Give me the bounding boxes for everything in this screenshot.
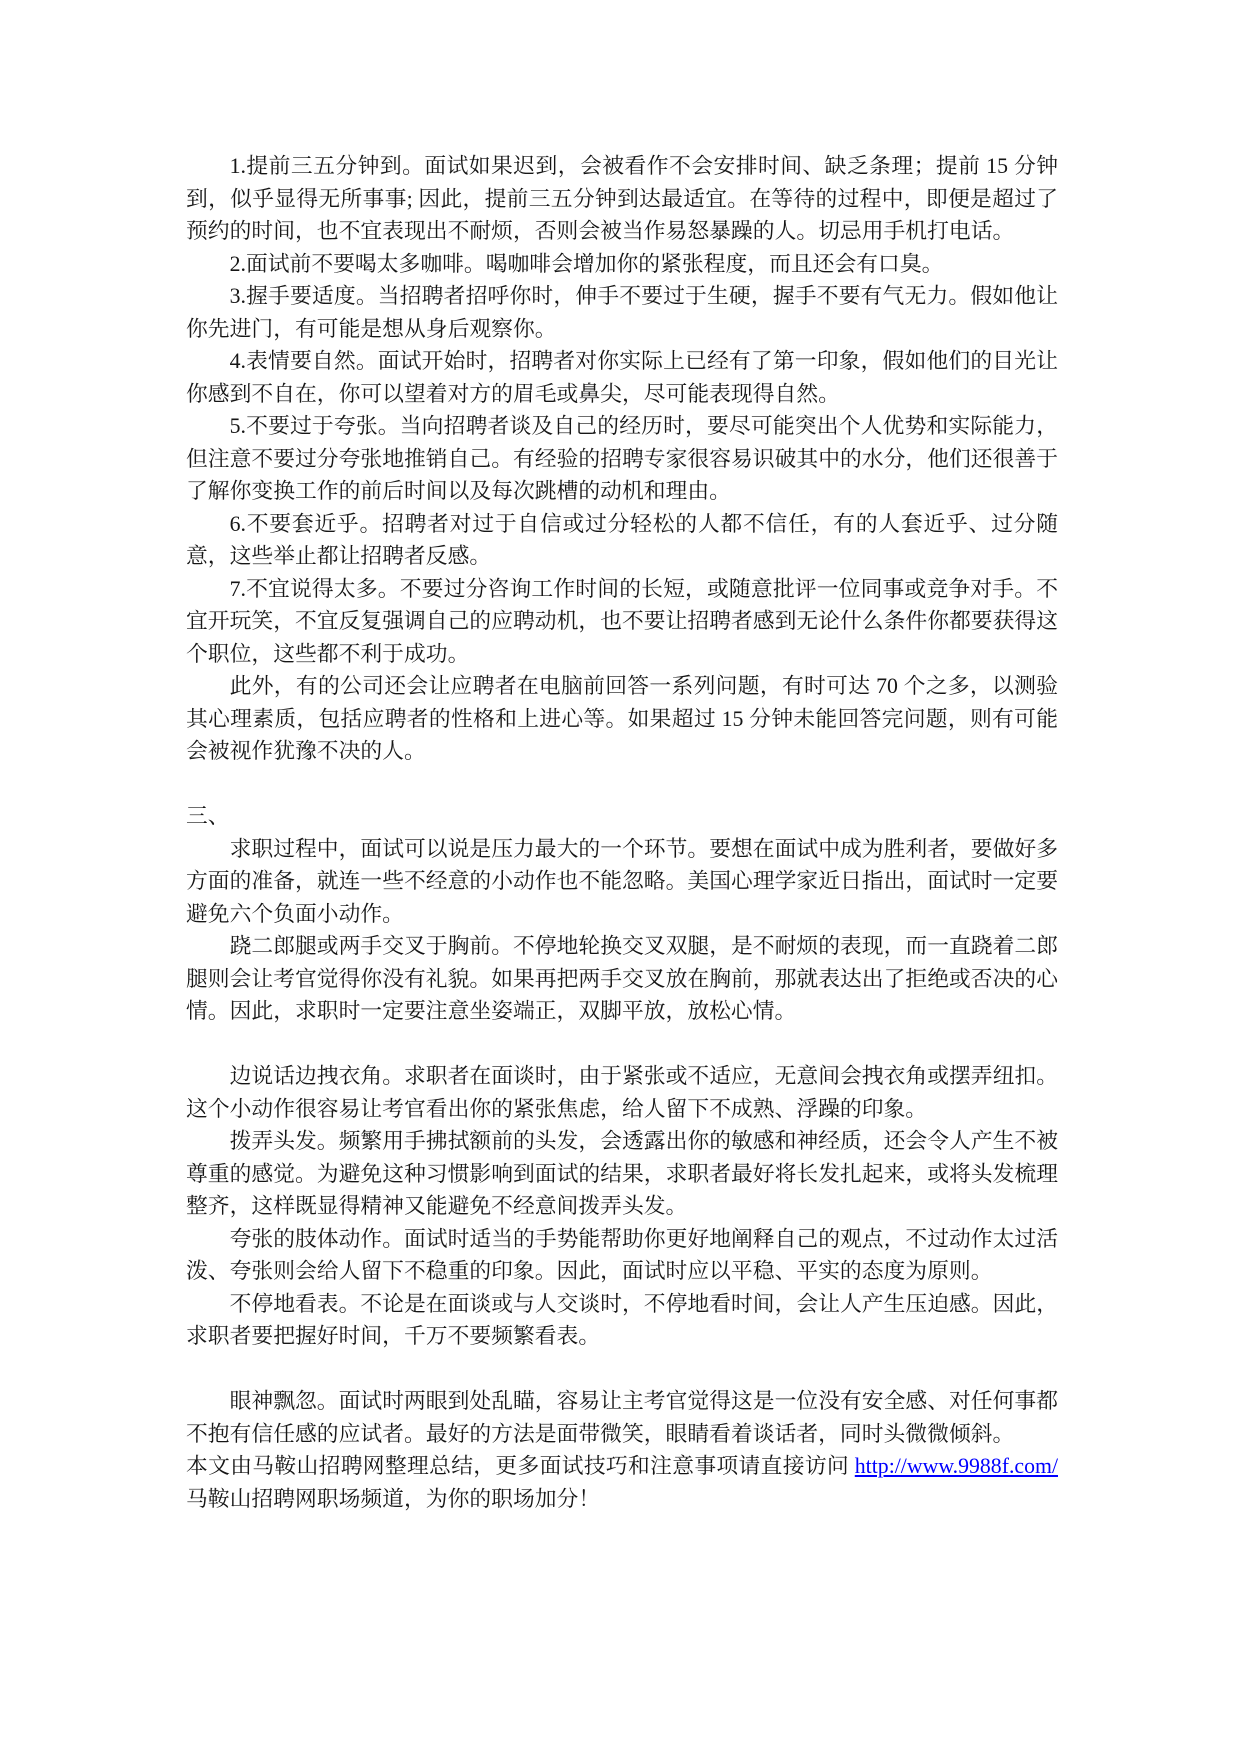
footer-text-before-link: 本文由马鞍山招聘网整理总结，更多面试技巧和注意事项请直接访问 bbox=[186, 1454, 855, 1478]
document-content bbox=[186, 150, 1058, 1515]
paragraph-exaggerated-gestures: 夸张的肢体动作。面试时适当的手势能帮助你更好地阐释自己的观点，不过动作太过活泼、夸张则会给人留下不稳重的印象。因此，面试时应以平稳、平实的态度为原则。 bbox=[186, 1226, 1058, 1283]
blank-line bbox=[186, 1353, 1058, 1386]
footer-text-after-link: 马鞍山招聘网职场频道，为你的职场加分！ bbox=[186, 1486, 601, 1511]
paragraph-wandering-eyes: 眼神飘忽。面试时两眼到处乱瞄，容易让主考官觉得这是一位没有安全感、对任何事都不抱有信任感的应试者。最好的方法是面带微笑，眼睛看着谈话者，同时头微微倾斜。 bbox=[186, 1389, 1058, 1446]
paragraph-tip-7: 7.不宜说得太多。不要过分咨询工作时间的长短，或随意批评一位同事或竞争对手。不宜开玩笑，不宜反复强调自己的应聘动机，也不要让招聘者感到无论什么条件你都要获得这个职位，这些都不利于成功。 bbox=[186, 576, 1058, 666]
paragraph-tip-2: 2.面试前不要喝太多咖啡。喝咖啡会增加你的紧张程度，而且还会有口臭。 bbox=[229, 251, 944, 276]
blank-line bbox=[186, 768, 1058, 801]
paragraph-tip-4: 4.表情要自然。面试开始时，招聘者对你实际上已经有了第一印象，假如他们的目光让你感到不自在，你可以望着对方的眉毛或鼻尖，尽可能表现得自然。 bbox=[186, 349, 1058, 406]
paragraph-checking-watch: 不停地看表。不论是在面谈或与人交谈时，不停地看时间，会让人产生压迫感。因此，求职者要把握好时间，千万不要频繁看表。 bbox=[186, 1291, 1058, 1348]
paragraph-tip-1: 1.提前三五分钟到。面试如果迟到，会被看作不会安排时间、缺乏条理；提前 15 分钟到，似乎显得无所事事; 因此，提前三五分钟到达最适宜。在等待的过程中，即便是超过了预约的时间，也不宜表现出不耐烦，否则会被当作易怒暴躁的人。切忌用手机打电话。 bbox=[186, 154, 1058, 243]
paragraph-tip-6: 6.不要套近乎。招聘者对过于自信或过分轻松的人都不信任，有的人套近乎、过分随意，这些举止都让招聘者反感。 bbox=[186, 511, 1058, 568]
paragraph-additional-note: 此外，有的公司还会让应聘者在电脑前回答一系列问题，有时可达 70 个之多，以测验其心理素质，包括应聘者的性格和上进心等。如果超过 15 分钟未能回答完问题，则有可能会被视作犹豫不决的人。 bbox=[186, 674, 1058, 763]
paragraph-tugging-clothes: 边说话边拽衣角。求职者在面谈时，由于紧张或不适应，无意间会拽衣角或摆弄纽扣。这个小动作很容易让考官看出你的紧张焦虑，给人留下不成熟、浮躁的印象。 bbox=[186, 1064, 1058, 1121]
website-link[interactable]: http://www.9988f.com/ bbox=[854, 1454, 1058, 1478]
section-3-heading: 三、 bbox=[186, 804, 230, 828]
blank-line bbox=[186, 1028, 1058, 1061]
footer-paragraph bbox=[186, 1450, 1058, 1515]
paragraph-tip-5: 5.不要过于夸张。当向招聘者谈及自己的经历时，要尽可能突出个人优势和实际能力，但注意不要过分夸张地推销自己。有经验的招聘专家很容易识破其中的水分，他们还很善于了解你变换工作的前后时间以及每次跳槽的动机和理由。 bbox=[186, 414, 1058, 503]
paragraph-intro-section-3: 求职过程中，面试可以说是压力最大的一个环节。要想在面试中成为胜利者，要做好多方面的准备，就连一些不经意的小动作也不能忽略。美国心理学家近日指出，面试时一定要避免六个负面小动作。 bbox=[186, 836, 1058, 926]
paragraph-fiddling-hair: 拨弄头发。频繁用手拂拭额前的头发，会透露出你的敏感和神经质，还会令人产生不被尊重的感觉。为避免这种习惯影响到面试的结果，求职者最好将长发扎起来，或将头发梳理整齐，这样既显得精神又能避免不经意间拨弄头发。 bbox=[186, 1129, 1058, 1218]
paragraph-tip-3: 3.握手要适度。当招聘者招呼你时，伸手不要过于生硬，握手不要有气无力。假如他让你先进门，有可能是想从身后观察你。 bbox=[186, 284, 1058, 341]
paragraph-crossed-legs: 跷二郎腿或两手交叉于胸前。不停地轮换交叉双腿，是不耐烦的表现，而一直跷着二郎腿则会让考官觉得你没有礼貌。如果再把两手交叉放在胸前，那就表达出了拒绝或否决的心情。因此，求职时一定要注意坐姿端正，双脚平放，放松心情。 bbox=[186, 934, 1058, 1023]
